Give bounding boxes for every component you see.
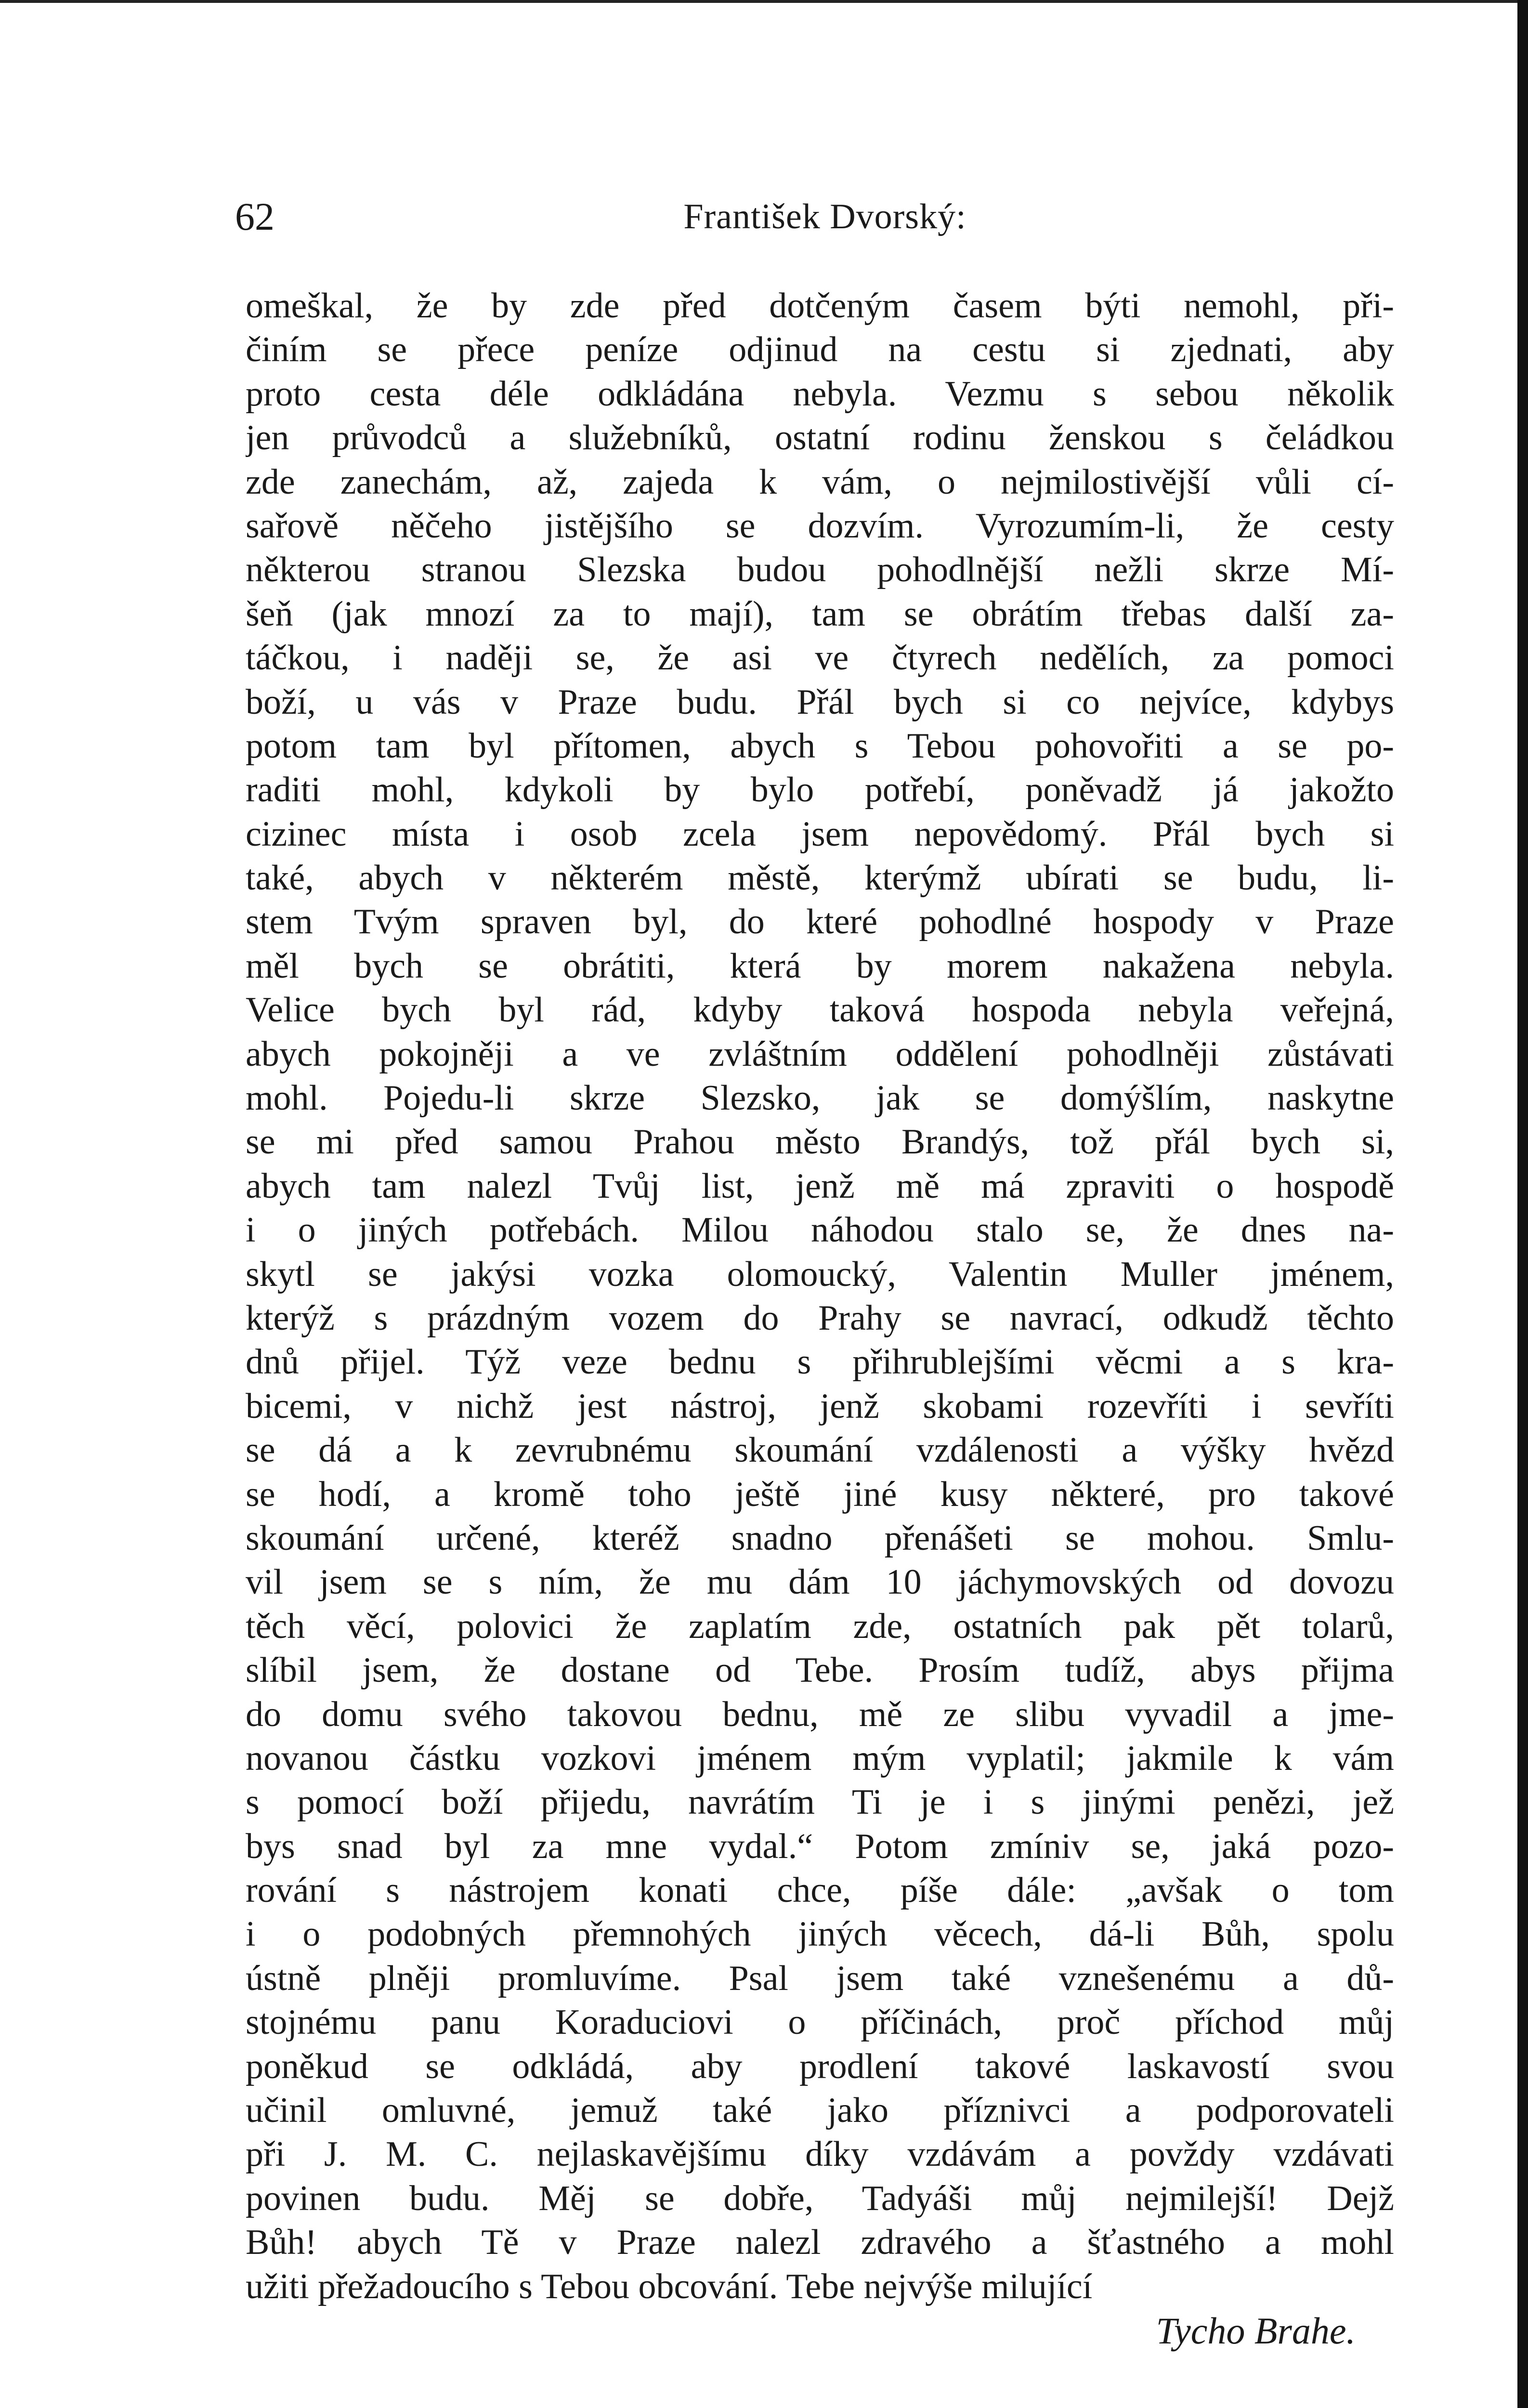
- text-line: rování s nástrojem konati chce, píše dále: „avšak o tom: [246, 1871, 1394, 1911]
- text-line: těch věcí, polovici že zaplatím zde, ostatních pak pět tolarů,: [246, 1606, 1394, 1646]
- text-line: cizinec místa i osob zcela jsem nepovědomý. Přál bych si: [246, 814, 1394, 854]
- text-line: novanou částku vozkovi jménem mým vyplatil; jakmile k vám: [246, 1738, 1394, 1778]
- text-line: činím se přece peníze odjinud na cestu si zjednati, aby: [246, 330, 1394, 370]
- text-line: abych pokojněji a ve zvláštním oddělení pohodlněji zůstávati: [246, 1034, 1394, 1074]
- text-line: Bůh! abych Tě v Praze nalezl zdravého a šťastného a mohl: [246, 2223, 1394, 2263]
- text-line: slíbil jsem, že dostane od Tebe. Prosím tudíž, abys přijma: [246, 1650, 1394, 1690]
- text-line: při J. M. C. nejlaskavějšímu díky vzdávám a povždy vzdávati: [246, 2134, 1394, 2174]
- text-line: stem Tvým spraven byl, do které pohodlné hospody v Praze: [246, 902, 1394, 942]
- text-line: do domu svého takovou bednu, mě ze slibu vyvadil a jme-: [246, 1694, 1394, 1734]
- text-line: učinil omluvné, jemuž také jako příznivci a podporovateli: [246, 2091, 1394, 2131]
- text-line: se dá a k zevrubnému skoumání vzdálenosti a výšky hvězd: [246, 1430, 1394, 1470]
- text-line: i o jiných potřebách. Milou náhodou stalo se, že dnes na-: [246, 1210, 1394, 1250]
- text-line: bys snad byl za mne vydal.“ Potom zmíniv se, jaká pozo-: [246, 1826, 1394, 1866]
- text-line: vil jsem se s ním, že mu dám 10 jáchymovských od dovozu: [246, 1562, 1394, 1602]
- signature: Tycho Brahe.: [1156, 2309, 1356, 2352]
- text-line: jen průvodců a služebníků, ostatní rodinu ženskou s čeládkou: [246, 418, 1394, 458]
- text-line: skytl se jakýsi vozka olomoucký, Valentin Muller jménem,: [246, 1254, 1394, 1294]
- text-line: se mi před samou Prahou město Brandýs, tož přál bych si,: [246, 1122, 1394, 1162]
- text-line: potom tam byl přítomen, abych s Tebou pohovořiti a se po-: [246, 726, 1394, 766]
- text-line: i o podobných přemnohých jiných věcech, dá-li Bůh, spolu: [246, 1914, 1394, 1954]
- page-number: 62: [235, 195, 274, 238]
- text-line: zde zanechám, až, zajeda k vám, o nejmilostivější vůli cí-: [246, 462, 1394, 502]
- text-line: užiti přežadoucího s Tebou obcování. Tebe nejvýše milující: [246, 2266, 1093, 2306]
- text-line: proto cesta déle odkládána nebyla. Vezmu s sebou několik: [246, 374, 1394, 414]
- scan-edge-right: [1517, 0, 1528, 2408]
- text-line: šeň (jak mnozí za to mají), tam se obrátím třebas další za-: [246, 594, 1394, 634]
- text-line: dnů přijel. Týž veze bednu s přihrublejšími věcmi a s kra-: [246, 1342, 1394, 1382]
- text-line: boží, u vás v Praze budu. Přál bych si co nejvíce, kdybys: [246, 682, 1394, 722]
- text-line: s pomocí boží přijedu, navrátím Ti je i s jinými penězi, jež: [246, 1782, 1394, 1822]
- text-line: omeškal, že by zde před dotčeným časem býti nemohl, při-: [246, 286, 1394, 326]
- text-line: bicemi, v nichž jest nástroj, jenž skobami rozevříti i sevříti: [246, 1386, 1394, 1426]
- text-line: se hodí, a kromě toho ještě jiné kusy některé, pro takové: [246, 1474, 1394, 1514]
- text-line: poněkud se odkládá, aby prodlení takové laskavostí svou: [246, 2046, 1394, 2086]
- text-line: Velice bych byl rád, kdyby taková hospoda nebyla veřejná,: [246, 990, 1394, 1030]
- running-head: František Dvorský:: [683, 197, 966, 236]
- text-line: raditi mohl, kdykoli by bylo potřebí, poněvadž já jakožto: [246, 770, 1394, 810]
- text-line: táčkou, i naději se, že asi ve čtyrech nedělích, za pomoci: [246, 638, 1394, 678]
- body-text: [246, 284, 1394, 2353]
- text-line: stojnému panu Koraduciovi o příčinách, proč příchod můj: [246, 2002, 1394, 2042]
- text-line: mohl. Pojedu-li skrze Slezsko, jak se domýšlím, naskytne: [246, 1078, 1394, 1118]
- text-line: skoumání určené, kteréž snadno přenášeti se mohou. Smlu-: [246, 1518, 1394, 1558]
- text-line: ústně plněji promluvíme. Psal jsem také vznešenému a dů-: [246, 1958, 1394, 1998]
- text-line: měl bych se obrátiti, která by morem nakažena nebyla.: [246, 946, 1394, 986]
- page-header: [235, 190, 1415, 243]
- text-line: také, abych v některém městě, kterýmž ubírati se budu, li-: [246, 858, 1394, 898]
- text-line: některou stranou Slezska budou pohodlnější nežli skrze Mí-: [246, 550, 1394, 590]
- text-line: kterýž s prázdným vozem do Prahy se navrací, odkudž těchto: [246, 1298, 1394, 1338]
- text-line: sařově něčeho jistějšího se dozvím. Vyrozumím-li, že cesty: [246, 506, 1394, 546]
- text-line: abych tam nalezl Tvůj list, jenž mě má zpraviti o hospodě: [246, 1166, 1394, 1206]
- text-line: povinen budu. Měj se dobře, Tadyáši můj nejmilejší! Dejž: [246, 2178, 1394, 2218]
